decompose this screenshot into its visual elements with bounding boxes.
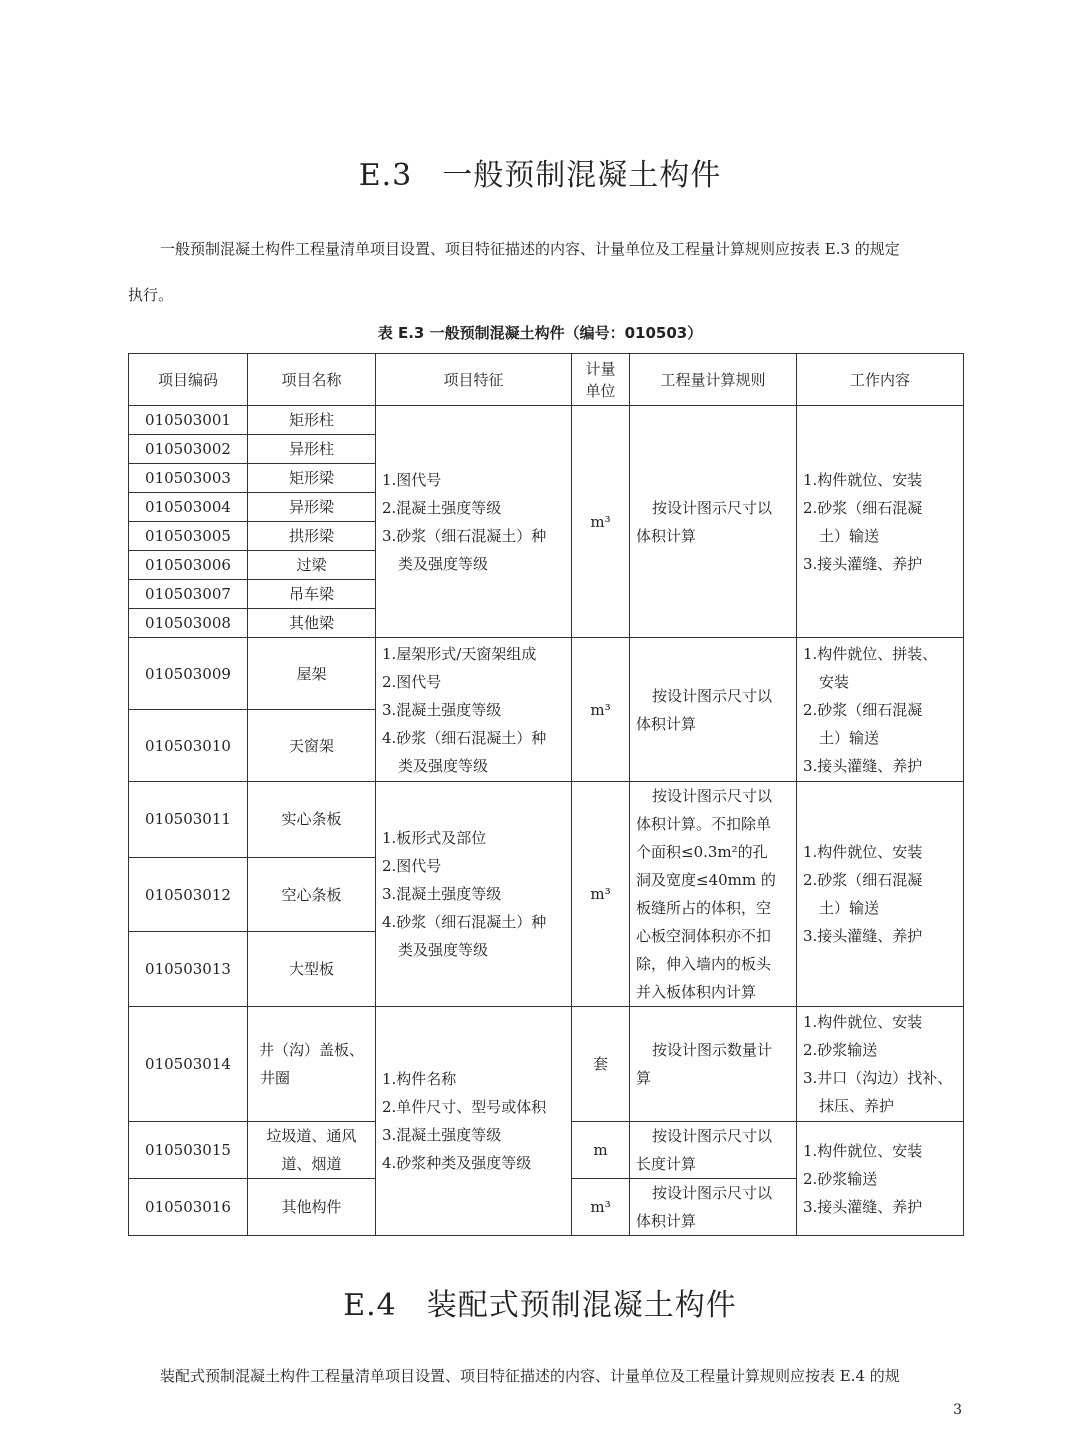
- header-unit-line2: 单位: [585, 381, 616, 400]
- table-row: [129, 782, 964, 858]
- feature-line: 1.板形式及部位: [382, 829, 487, 847]
- rule-line: 板缝所占的体积，空: [636, 899, 772, 917]
- item-code: 010503006: [129, 551, 248, 580]
- section-e3-heading: [0, 150, 1080, 194]
- group1-unit: m³: [572, 406, 630, 638]
- item-code: 010503011: [129, 782, 248, 858]
- item-code: 010503002: [129, 435, 248, 464]
- section-e3-intro: [128, 226, 968, 272]
- rule-line: 长度计算: [636, 1155, 697, 1173]
- table-caption: 表 E.3 一般预制混凝土构件（编号：010503）: [377, 324, 703, 342]
- section-e4-heading: [0, 1280, 1080, 1324]
- work-line: 3.井口（沟边）找补、: [803, 1069, 953, 1087]
- work-line: 抹压、养护: [819, 1097, 895, 1115]
- feature-line: 3.砂浆（细石混凝土）种: [382, 526, 547, 545]
- item-name: [248, 1122, 376, 1179]
- feature-line: 4.砂浆（细石混凝土）种: [382, 913, 547, 931]
- row16-rule: [630, 1179, 797, 1236]
- feature-line: 2.混凝土强度等级: [382, 498, 502, 517]
- rule-line: 洞及宽度≤40mm 的: [636, 871, 776, 889]
- item-code: 010503016: [129, 1179, 248, 1236]
- group2-rule: [630, 638, 797, 782]
- feature-line: 2.图代号: [382, 672, 442, 691]
- item-name: 拱形梁: [248, 522, 376, 551]
- header-rule: 工程量计算规则: [630, 354, 797, 406]
- item-code: 010503015: [129, 1122, 248, 1179]
- table-row: [129, 406, 964, 435]
- item-name: 屋架: [248, 638, 376, 710]
- item-code: 010503001: [129, 406, 248, 435]
- group2-unit: m³: [572, 638, 630, 782]
- work-line: 2.砂浆（细石混凝: [803, 498, 923, 517]
- name-line: 井圈: [260, 1069, 291, 1087]
- rule-line: 体积计算: [636, 526, 697, 545]
- rule-line: 个面积≤0.3m²的孔: [636, 843, 768, 861]
- header-code: 项目编码: [129, 354, 248, 406]
- name-line: 垃圾道、通风: [266, 1127, 357, 1145]
- section-e4-intro: [128, 1353, 968, 1399]
- table-row: [129, 638, 964, 710]
- feature-line: 类及强度等级: [398, 554, 489, 573]
- item-code: 010503008: [129, 609, 248, 638]
- item-name: 天窗架: [248, 710, 376, 782]
- group3-features: [376, 782, 572, 1007]
- name-line: 其他构件: [281, 1198, 342, 1216]
- feature-line: 4.砂浆（细石混凝土）种: [382, 728, 547, 747]
- item-name: 空心条板: [248, 857, 376, 932]
- item-code: 010503012: [129, 857, 248, 932]
- page-number: 3: [953, 1402, 962, 1418]
- section-e4-title: 装配式预制混凝土构件: [426, 1288, 737, 1323]
- section-e3-number: E.3: [358, 158, 413, 193]
- rule-line: 体积计算: [636, 714, 697, 733]
- rule-line: 按设计图示尺寸以: [652, 686, 773, 705]
- feature-line: 3.混凝土强度等级: [382, 1126, 502, 1144]
- feature-line: 2.图代号: [382, 857, 442, 875]
- work-line: 土）输送: [819, 899, 880, 917]
- row15-rule: [630, 1122, 797, 1179]
- group1-work: [797, 406, 964, 638]
- item-code: 010503010: [129, 710, 248, 782]
- rule-line: 体积计算: [636, 1212, 697, 1230]
- item-name: 大型板: [248, 932, 376, 1007]
- item-name: [248, 1179, 376, 1236]
- row14-rule: [630, 1007, 797, 1122]
- table-header-row: [129, 354, 964, 406]
- work-line: 2.砂浆（细石混凝: [803, 700, 923, 719]
- work-line: 1.构件就位、拼装、: [803, 644, 938, 663]
- header-unit-line1: 计量: [585, 359, 616, 378]
- group3-work: [797, 782, 964, 1007]
- work-line: 3.接头灌缝、养护: [803, 554, 923, 573]
- item-code: 010503013: [129, 932, 248, 1007]
- work-line: 3.接头灌缝、养护: [803, 756, 923, 775]
- row16-unit: m³: [572, 1179, 630, 1236]
- name-line: 道、烟道: [281, 1155, 342, 1173]
- group3-unit: m³: [572, 782, 630, 1007]
- rule-line: 并入板体积内计算: [636, 983, 757, 1001]
- item-name: 异形梁: [248, 493, 376, 522]
- feature-line: 1.图代号: [382, 470, 442, 489]
- section-e3-intro-line2: 执行。: [128, 286, 174, 304]
- rule-line: 算: [636, 1069, 652, 1087]
- work-line: 1.构件就位、安装: [803, 470, 923, 489]
- feature-line: 1.构件名称: [382, 1070, 457, 1088]
- item-code: 010503005: [129, 522, 248, 551]
- row15-unit: m: [572, 1122, 630, 1179]
- item-code: 010503014: [129, 1007, 248, 1122]
- row14-unit: 套: [572, 1007, 630, 1122]
- work-line: 土）输送: [819, 728, 880, 747]
- work-line: 1.构件就位、安装: [803, 1141, 923, 1160]
- work-line: 土）输送: [819, 526, 880, 545]
- work-line: 2.砂浆输送: [803, 1169, 878, 1188]
- spec-table: [128, 353, 964, 1236]
- rule-line: 按设计图示尺寸以: [652, 1184, 773, 1202]
- rule-line: 除，伸入墙内的板头: [636, 955, 772, 973]
- group4-features: [376, 1007, 572, 1236]
- work-line: 3.接头灌缝、养护: [803, 1197, 923, 1216]
- group1-rule: [630, 406, 797, 638]
- section-e3-intro-line1: 一般预制混凝土构件工程量清单项目设置、项目特征描述的内容、计量单位及工程量计算规则应按表 E.3 的规定: [160, 240, 900, 258]
- feature-line: 1.屋架形式/天窗架组成: [382, 644, 537, 663]
- rule-line: 按设计图示尺寸以: [652, 498, 773, 517]
- section-e3-intro-cont: [128, 272, 968, 318]
- group2-work: [797, 638, 964, 782]
- row14-work: [797, 1007, 964, 1122]
- rule-line: 按设计图示数量计: [652, 1041, 773, 1059]
- work-line: 安装: [819, 672, 850, 691]
- feature-line: 3.混凝土强度等级: [382, 700, 502, 719]
- header-work: 工作内容: [797, 354, 964, 406]
- rule-line: 体积计算。不扣除单: [636, 815, 772, 833]
- item-code: 010503004: [129, 493, 248, 522]
- feature-line: 类及强度等级: [398, 756, 489, 775]
- item-code: 010503009: [129, 638, 248, 710]
- item-name: [248, 1007, 376, 1122]
- item-name: 异形柱: [248, 435, 376, 464]
- rule-line: 按设计图示尺寸以: [652, 1127, 773, 1145]
- item-code: 010503007: [129, 580, 248, 609]
- section-e4-intro-line1: 装配式预制混凝土构件工程量清单项目设置、项目特征描述的内容、计量单位及工程量计算规则应按表 E.4 的规: [160, 1367, 900, 1385]
- work-line: 1.构件就位、安装: [803, 843, 923, 861]
- item-name: 过梁: [248, 551, 376, 580]
- feature-line: 2.单件尺寸、型号或体积: [382, 1098, 547, 1116]
- header-name: 项目名称: [248, 354, 376, 406]
- header-unit: [572, 354, 630, 406]
- item-name: 吊车梁: [248, 580, 376, 609]
- work-line: 3.接头灌缝、养护: [803, 927, 923, 945]
- item-name: 其他梁: [248, 609, 376, 638]
- table-row: [129, 1007, 964, 1122]
- feature-line: 类及强度等级: [398, 941, 489, 959]
- group1-features: [376, 406, 572, 638]
- feature-line: 3.混凝土强度等级: [382, 885, 502, 903]
- rule-line: 按设计图示尺寸以: [652, 787, 773, 805]
- header-features: 项目特征: [376, 354, 572, 406]
- work-line: 2.砂浆（细石混凝: [803, 871, 923, 889]
- group3-rule: [630, 782, 797, 1007]
- feature-line: 4.砂浆种类及强度等级: [382, 1154, 532, 1172]
- work-line: 2.砂浆输送: [803, 1041, 878, 1059]
- name-line: 井（沟）盖板、: [258, 1041, 364, 1059]
- section-e4-number: E.4: [343, 1288, 397, 1323]
- row15-16-work: [797, 1122, 964, 1236]
- item-name: 矩形柱: [248, 406, 376, 435]
- item-code: 010503003: [129, 464, 248, 493]
- work-line: 1.构件就位、安装: [803, 1013, 923, 1031]
- rule-line: 心板空洞体积亦不扣: [636, 927, 772, 945]
- section-e3-title: 一般预制混凝土构件: [442, 158, 722, 193]
- item-name: 矩形梁: [248, 464, 376, 493]
- item-name: 实心条板: [248, 782, 376, 858]
- group2-features: [376, 638, 572, 782]
